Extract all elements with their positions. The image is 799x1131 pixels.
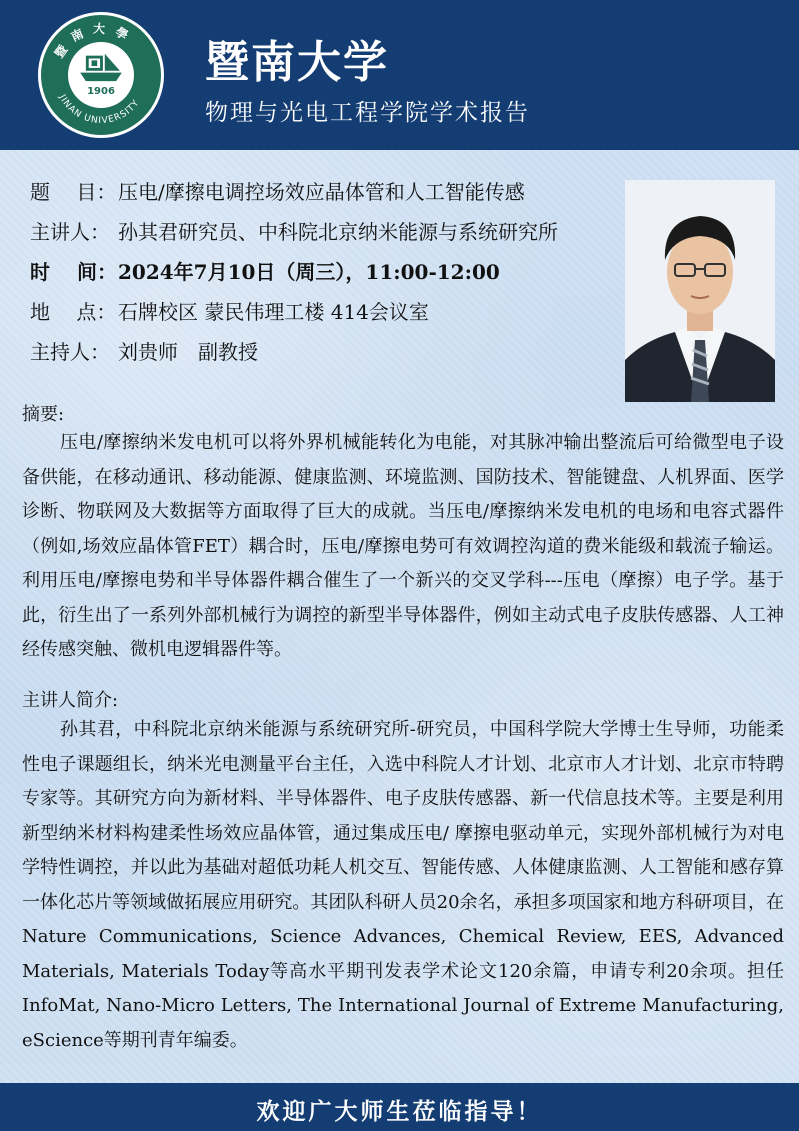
topic-label: 题 目：	[30, 180, 117, 204]
speaker-value: 孙其君研究员、中科院北京纳米能源与系统研究所	[118, 220, 558, 244]
time-label: 时 间：	[30, 260, 117, 284]
place-value: 石牌校区 蒙民伟理工楼 414会议室	[118, 300, 429, 324]
footer-banner	[0, 1083, 799, 1131]
ship-emblem-icon	[76, 50, 126, 84]
university-name: 暨南大学	[205, 37, 389, 88]
host-value: 刘贵师 副教授	[118, 340, 258, 364]
abstract-text: 压电/摩擦纳米发电机可以将外界机械能转化为电能，对其脉冲输出整流后可给微型电子设备供能，在移动通讯、移动能源、健康监测、环境监测、国防技术、智能键盘、人机界面、医学诊断、物联网及大数据等方面取得了巨大的成就。当压电/摩擦纳米发电机的电场和电容式器件（例如,场效应晶体管FET）耦合时，压电/摩擦电势可有效调控沟道的费米能级和载流子输运。利用压电/摩擦电势和半导体器件耦合催生了一个新兴的交叉学科---压电（摩擦）电子学。基于此，衍生出了一系列外部机械行为调控的新型半导体器件，例如主动式电子皮肤传感器、人工神经传感突触、微机电逻辑器件等。	[22, 432, 784, 660]
welcome-text: 欢迎广大师生莅临指导！	[256, 1098, 543, 1125]
place-label: 地 点：	[30, 300, 117, 324]
host-row	[30, 336, 258, 365]
logo-year: 1906	[87, 86, 115, 97]
event-subtitle: 物理与光电工程学院学术报告	[205, 100, 530, 126]
host-label: 主持人：	[30, 340, 110, 364]
svg-text:暨南大學: 暨南大學	[51, 21, 139, 61]
time-row	[30, 256, 500, 285]
svg-text:JINAN UNIVERSITY: JINAN UNIVERSITY	[56, 93, 142, 127]
header-banner	[0, 0, 799, 150]
abstract-heading: 摘要:	[22, 404, 65, 425]
topic-row	[30, 176, 525, 205]
bio-text: 孙其君，中科院北京纳米能源与系统研究所-研究员，中国科学院大学博士生导师，功能柔性电子课题组长，纳米光电测量平台主任，入选中科院人才计划、北京市人才计划、北京市特聘专家等。其研究方向为新材料、半导体器件、电子皮肤传感器、新一代信息技术等。主要是利用新型纳米材料构建柔性场效应晶体管，通过集成压电/ 摩擦电驱动单元，实现外部机械行为对电学特性调控，并以此为基础对超低功耗人机交互、智能传感、人体健康监测、人工智能和感存算一体化芯片等领域做拓展应用研究。其团队科研人员20余名，承担多项国家和地方科研项目，在Nature Communications, Science Advances, Chemical Review, EES, Advanced Materials, Materials Today等高水平期刊发表学术论文120余篇，申请专利20余项。担任 InfoMat, Nano-Micro Letters, The International Journal of Extreme Manufacturing, eScience等期刊青年编委。	[22, 719, 784, 1051]
bio-heading: 主讲人简介:	[22, 690, 119, 711]
place-row	[30, 296, 429, 325]
speaker-photo	[625, 180, 775, 402]
topic-value: 压电/摩擦电调控场效应晶体管和人工智能传感	[118, 180, 525, 204]
time-value: 2024年7月10日（周三），11:00-12:00	[118, 260, 500, 284]
speaker-label: 主讲人：	[30, 220, 110, 244]
university-logo	[38, 12, 164, 138]
logo-center	[68, 42, 134, 108]
speaker-row	[30, 216, 558, 245]
